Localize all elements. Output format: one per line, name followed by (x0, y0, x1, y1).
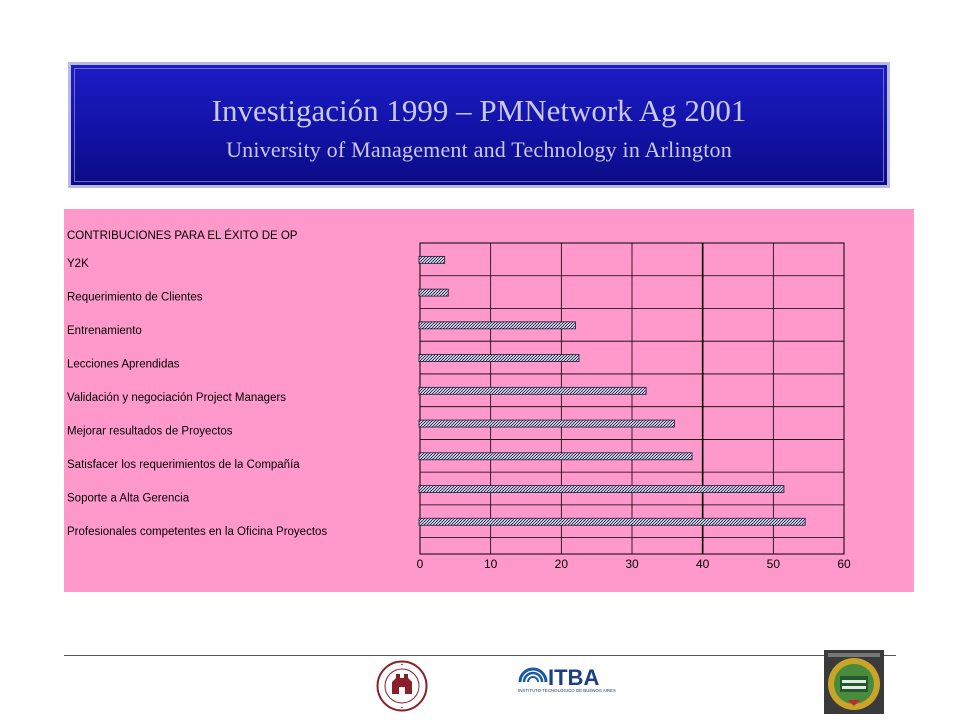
x-tick-label: 50 (766, 557, 781, 571)
slide-subtitle: University of Management and Technology in Arlington (226, 137, 732, 162)
x-tick-label: 10 (483, 557, 498, 571)
bar (419, 486, 784, 493)
bar (419, 387, 646, 394)
category-label: Satisfacer los requerimientos de la Compañía (67, 459, 300, 471)
category-label: Requerimiento de Clientes (67, 291, 203, 304)
itba-logo (518, 664, 628, 694)
slide-title-box (68, 62, 890, 188)
x-axis-ticks (417, 557, 851, 571)
chart-panel (64, 209, 914, 592)
category-label: Y2K (67, 258, 89, 270)
category-label: Mejorar resultados de Proyectos (67, 425, 233, 438)
bar (419, 355, 579, 362)
chart-title: CONTRIBUCIONES PARA EL ÉXITO DE OP (67, 230, 298, 242)
bar (419, 322, 575, 329)
footer-divider (64, 655, 896, 656)
category-label: Soporte a Alta Gerencia (67, 492, 190, 505)
bar (419, 518, 805, 525)
itba-logo-caption: INSTITUTO TECNOLÓGICO DE BUENOS AIRES (518, 688, 616, 693)
bar (419, 420, 674, 427)
x-tick-label: 60 (837, 557, 851, 571)
bar (419, 289, 448, 296)
bar-chart (64, 209, 914, 592)
bar (419, 256, 445, 263)
x-tick-label: 0 (416, 557, 424, 571)
x-tick-label: 30 (625, 557, 639, 571)
university-seal-logo (376, 660, 428, 712)
x-tick-label: 20 (554, 557, 569, 571)
chart-grid (420, 243, 844, 554)
bar (419, 453, 692, 460)
category-label: Entrenamiento (67, 325, 142, 337)
gestion-proyectos-logo (824, 650, 884, 714)
x-tick-label: 40 (695, 557, 710, 571)
itba-logo-text: ITBA (548, 665, 600, 690)
category-labels (67, 258, 327, 538)
category-label: Lecciones Aprendidas (67, 358, 180, 371)
chart-bars (419, 256, 805, 525)
slide-title: Investigación 1999 – PMNetwork Ag 2001 (211, 93, 747, 128)
category-label: Validación y negociación Project Managers (67, 392, 287, 404)
category-label: Profesionales competentes en la Oficina Proyectos (67, 526, 328, 538)
